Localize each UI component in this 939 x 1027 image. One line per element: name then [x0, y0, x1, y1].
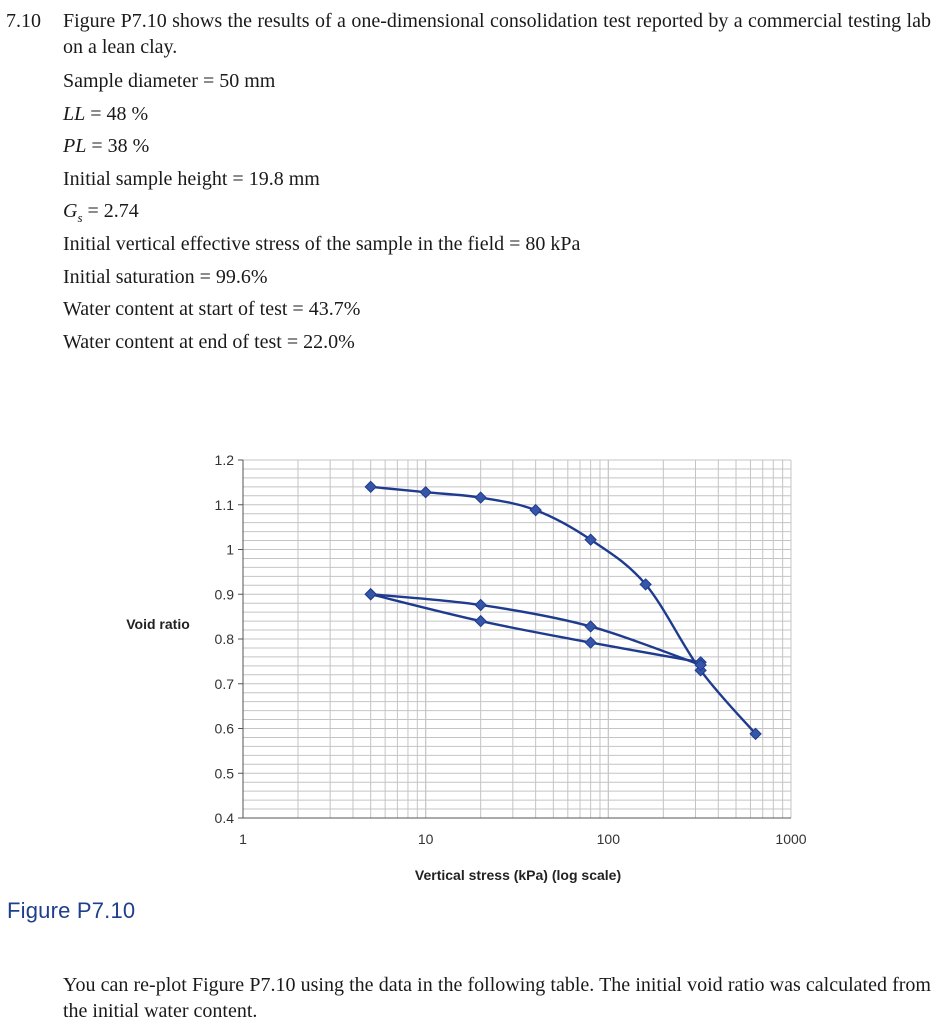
y-tick-label: 0.6 [214, 720, 234, 737]
param-label: G [63, 200, 78, 222]
param-pl: PL = 38 % [63, 135, 150, 157]
series-line-loading [371, 487, 756, 734]
data-point-marker [365, 589, 376, 600]
y-tick-label: 0.7 [214, 675, 234, 692]
param-label: Water content at start of test [63, 298, 288, 320]
param-value: 48 % [106, 103, 149, 125]
y-axis-label: Void ratio [126, 616, 190, 632]
x-tick-label: 10 [417, 831, 434, 847]
param-value: 19.8 mm [248, 168, 320, 190]
x-tick-label: 1000 [775, 831, 807, 847]
param-value: 43.7% [308, 298, 361, 320]
param-value: 2.74 [103, 200, 139, 222]
x-tick-label: 1 [239, 831, 247, 847]
param-field-stress: Initial vertical effective stress of the sample in the field = 80 kPa [63, 233, 581, 255]
y-tick-label: 1.1 [214, 496, 234, 513]
param-height: Initial sample height = 19.8 mm [63, 168, 320, 190]
param-value: 22.0% [303, 331, 355, 353]
param-value: 38 % [107, 135, 150, 157]
param-label: Sample diameter [63, 70, 198, 92]
param-saturation: Initial saturation = 99.6% [63, 266, 268, 288]
param-label: Initial sample height [63, 168, 228, 190]
replot-note: You can re-plot Figure P7.10 using the data in the following table. The initial void ratio was calculated from the initial water content. [63, 974, 931, 1022]
figure-label: Figure P7.10 [7, 898, 136, 923]
x-tick-label: 100 [596, 831, 621, 847]
data-point-marker [475, 599, 486, 610]
y-tick-label: 0.9 [214, 586, 234, 603]
param-subscript: s [77, 210, 83, 225]
param-water-end: Water content at end of test = 22.0% [63, 331, 355, 353]
param-label: LL [63, 103, 86, 125]
param-gs: $G_s = 2.74$ [63, 200, 139, 225]
param-ll: LL = 48 % [63, 103, 149, 125]
y-tick-label: 1 [226, 541, 234, 558]
problem-number: 7.10 [6, 10, 41, 32]
y-tick-label: 1.2 [214, 452, 234, 468]
data-point-marker [365, 481, 376, 492]
data-point-marker [475, 616, 486, 627]
y-tick-label: 0.5 [214, 765, 234, 782]
param-label: PL [63, 135, 87, 157]
y-tick-label: 0.8 [214, 631, 234, 647]
chart-grid [243, 460, 791, 818]
param-label: Water content at end of test [63, 331, 282, 353]
param-label: Initial saturation [63, 266, 195, 288]
param-value: 50 mm [219, 70, 276, 92]
consolidation-chart [0, 440, 939, 890]
param-value: 80 kPa [525, 233, 581, 255]
chart-series [365, 481, 761, 739]
data-point-marker [475, 492, 486, 503]
param-diameter: Sample diameter = 50 mm [63, 70, 276, 92]
problem-text: Figure P7.10 shows the results of a one-dimensional consolidation test reported by a commercial testing lab on a lean clay. [63, 10, 931, 58]
param-label: Initial vertical effective stress of the sample in the field [63, 233, 505, 255]
y-tick-label: 0.4 [214, 810, 234, 826]
param-water-start: Water content at start of test = 43.7% [63, 298, 361, 320]
x-axis-label: Vertical stress (kPa) (log scale) [414, 867, 622, 883]
param-value: 99.6% [215, 266, 268, 288]
